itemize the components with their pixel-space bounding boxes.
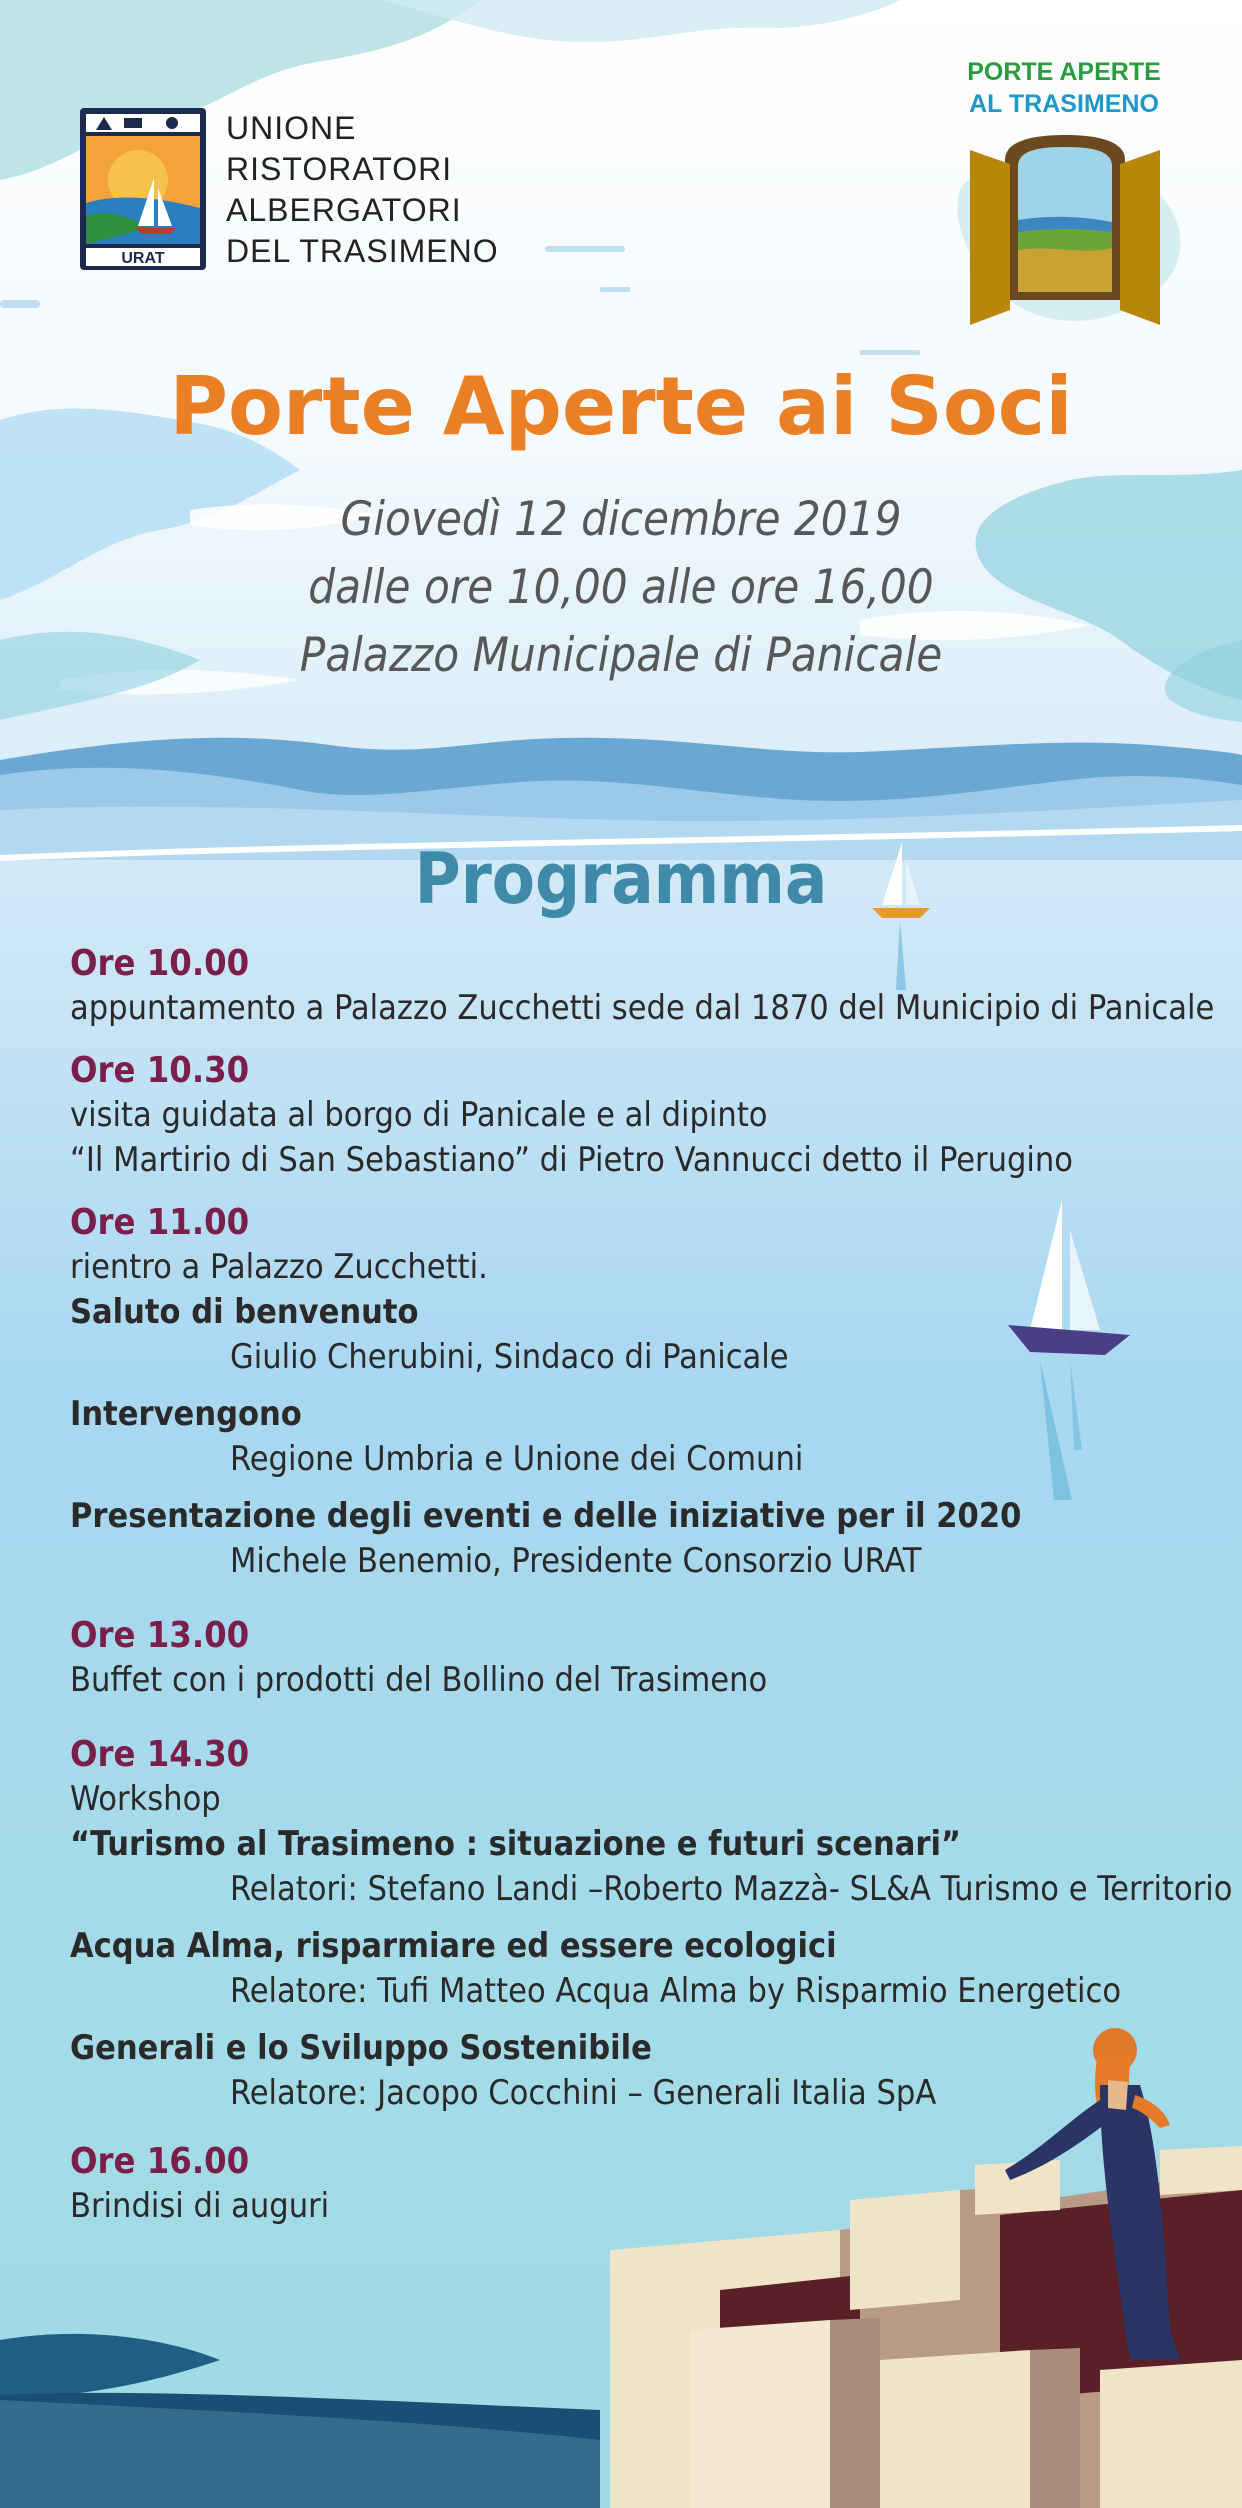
events-presentation-speaker: Michele Benemio, Presidente Consorzio URAT: [230, 1541, 922, 1581]
speakers-list: Regione Umbria e Unione dei Comuni: [230, 1439, 804, 1479]
badge-line-1: PORTE APERTE: [967, 58, 1161, 86]
event-date: Giovedì 12 dicembre 2019: [340, 492, 902, 547]
cloud-line-c: [860, 350, 920, 355]
slot-time: Ore 10.00: [70, 943, 250, 984]
workshop-3-speaker: Relatore: Jacopo Cocchini – Generali Italia SpA: [230, 2073, 937, 2113]
program-slot-1100: [70, 1201, 1190, 1584]
porte-aperte-badge-title: [934, 56, 1194, 120]
slot-time: Ore 13.00: [70, 1615, 250, 1656]
cloud-line-d: [0, 300, 40, 308]
wave-dark: [0, 2334, 220, 2400]
event-title: Porte Aperte ai Soci: [169, 360, 1073, 453]
cloud-line-a: [545, 246, 625, 252]
org-name-line-1: UNIONE: [226, 110, 357, 146]
program-slot-1600: [70, 2140, 1190, 2229]
welcome-speaker: Giulio Cherubini, Sindaco di Panicale: [230, 1337, 789, 1377]
program-slot-1030: [70, 1049, 1190, 1183]
slot-time: Ore 16.00: [70, 2141, 250, 2182]
workshop-3-title: Generali e lo Sviluppo Sostenibile: [70, 2028, 652, 2068]
slot-text: appuntamento a Palazzo Zucchetti sede dal 1870 del Municipio di Panicale: [70, 988, 1215, 1028]
slot-text-line-2: “Il Martirio di San Sebastiano” di Pietro Vannucci detto il Perugino: [70, 1140, 1073, 1180]
slot-time: Ore 10.30: [70, 1050, 250, 1091]
slot-time: Ore 14.30: [70, 1734, 250, 1775]
slot-time: Ore 11.00: [70, 1202, 250, 1243]
speakers-title: Intervengono: [70, 1394, 302, 1434]
open-window-logo: [940, 120, 1190, 350]
program-list: [70, 942, 1233, 2247]
urat-logo-text: URAT: [121, 250, 165, 267]
slot-text-line-1: visita guidata al borgo di Panicale e al dipinto: [70, 1095, 768, 1135]
org-name-line-3: ALBERGATORI: [226, 192, 462, 228]
slot-text: Workshop: [70, 1779, 221, 1819]
workshop-1-speakers: Relatori: Stefano Landi –Roberto Mazzà- SL&A Turismo e Territorio: [230, 1869, 1233, 1909]
workshop-1-title: “Turismo al Trasimeno : situazione e futuri scenari”: [70, 1824, 962, 1864]
slot-text: rientro a Palazzo Zucchetti.: [70, 1247, 488, 1287]
slot-text: Brindisi di auguri: [70, 2186, 330, 2226]
workshop-2-title: Acqua Alma, risparmiare ed essere ecologici: [70, 1926, 837, 1966]
slot-text: Buffet con i prodotti del Bollino del Trasimeno: [70, 1660, 768, 1700]
program-slot-1300: [70, 1614, 1190, 1703]
program-slot-1430: [70, 1733, 1233, 2116]
event-place: Palazzo Municipale di Panicale: [299, 628, 943, 683]
org-name-line-2: RISTORATORI: [226, 151, 453, 187]
workshop-2-speaker: Relatore: Tufi Matteo Acqua Alma by Risparmio Energetico: [230, 1971, 1122, 2011]
program-slot-1000: [70, 942, 1215, 1031]
badge-line-2: AL TRASIMENO: [969, 90, 1159, 118]
organization-name: [226, 108, 499, 272]
cloud-wash-top: [380, 0, 900, 42]
welcome-title: Saluto di benvenuto: [70, 1292, 419, 1332]
urat-logo: [80, 108, 206, 270]
program-title: Programma: [414, 838, 828, 920]
cloud-line-b: [600, 287, 630, 292]
org-name-line-4: DEL TRASIMENO: [226, 233, 499, 269]
event-time: dalle ore 10,00 alle ore 16,00: [308, 560, 934, 615]
events-presentation-title: Presentazione degli eventi e delle iniziative per il 2020: [70, 1496, 1022, 1536]
